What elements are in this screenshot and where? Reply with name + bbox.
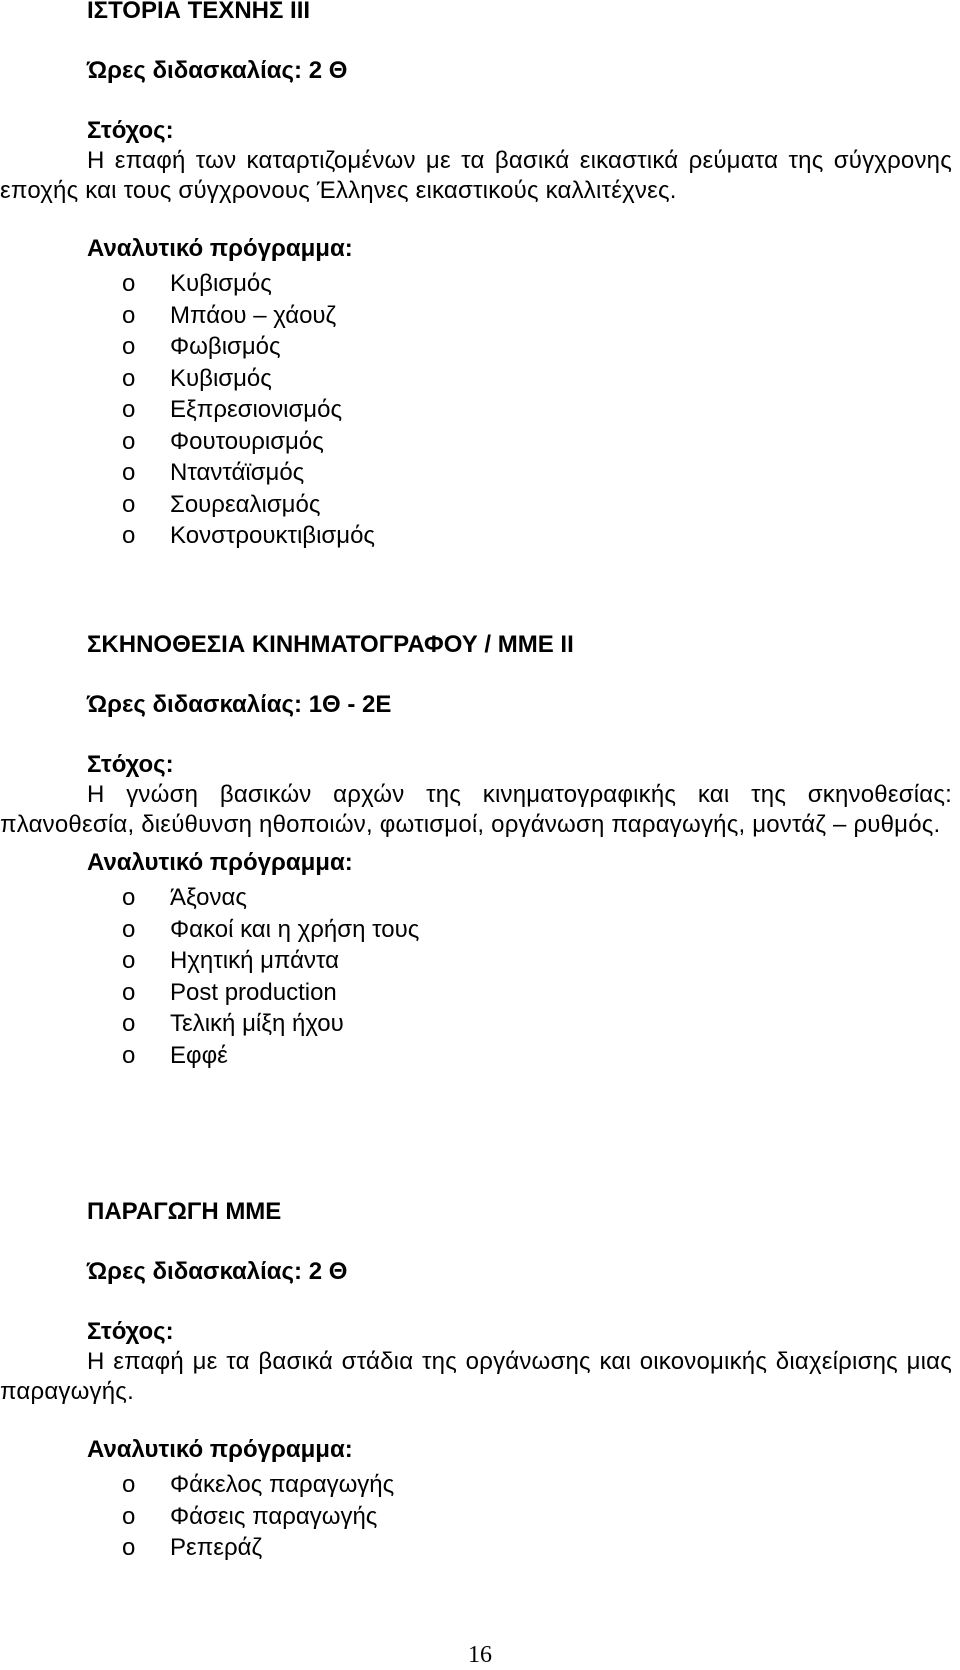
bullet: o xyxy=(122,1010,136,1037)
syllabus-list xyxy=(0,268,960,552)
section-media-production xyxy=(0,1197,960,1564)
syllabus-list xyxy=(0,882,960,1071)
bullet: o xyxy=(122,490,136,518)
list-item xyxy=(0,1501,960,1533)
bullet: o xyxy=(122,522,136,549)
section-title: ΣΚΗΝΟΘΕΣΙΑ ΚΙΝΗΜΑΤΟΓΡΑΦΟΥ / ΜΜΕ ΙΙ xyxy=(87,631,574,658)
bullet: o xyxy=(122,947,136,974)
goal-text: Η γνώση βασικών αρχών της κινηματογραφικής και της σκηνοθεσίας: πλανοθεσία, διεύθυνση ηθοποιών, φωτισμοί, οργάνωση παραγωγής, μοντάζ – ρυθμός. xyxy=(0,781,952,838)
list-item xyxy=(0,1532,960,1564)
section-film-directing xyxy=(0,630,960,1071)
syllabus-label: Αναλυτικό πρόγραμμα: xyxy=(87,1436,353,1463)
list-item xyxy=(0,426,960,458)
list-item xyxy=(0,945,960,977)
list-item-text: Εξπρεσιονισμός xyxy=(170,396,343,423)
syllabus-label: Αναλυτικό πρόγραμμα: xyxy=(87,235,353,262)
list-item xyxy=(0,457,960,489)
bullet: o xyxy=(122,915,136,943)
teaching-hours: Ώρες διδασκαλίας: 1Θ - 2Ε xyxy=(87,691,392,718)
goal-label: Στόχος: xyxy=(87,1318,174,1345)
bullet: o xyxy=(122,427,136,455)
list-item-text: Κυβισμός xyxy=(170,270,272,297)
list-item-text: Post production xyxy=(170,978,337,1006)
syllabus-list xyxy=(0,1469,960,1564)
list-item-text: Φάσεις παραγωγής xyxy=(170,1502,378,1530)
list-item-text: Φουτουρισμός xyxy=(170,427,324,455)
list-item xyxy=(0,300,960,332)
bullet: o xyxy=(122,978,136,1006)
section-art-history xyxy=(0,0,960,552)
bullet: o xyxy=(122,364,136,392)
teaching-hours: Ώρες διδασκαλίας: 2 Θ xyxy=(87,57,348,84)
syllabus-label: Αναλυτικό πρόγραμμα: xyxy=(87,849,353,876)
bullet: o xyxy=(122,1471,136,1498)
list-item-text: Κυβισμός xyxy=(170,364,272,392)
bullet: o xyxy=(122,1041,136,1069)
list-item xyxy=(0,882,960,914)
list-item-text: Τελική μίξη ήχου xyxy=(170,1010,344,1037)
list-item xyxy=(0,977,960,1009)
list-item xyxy=(0,489,960,521)
list-item-text: Φωβισμός xyxy=(170,333,281,360)
bullet: o xyxy=(122,1502,136,1530)
list-item xyxy=(0,520,960,552)
section-title: ΙΣΤΟΡΙΑ ΤΕΧΝΗΣ ΙΙΙ xyxy=(87,0,311,24)
list-item xyxy=(0,363,960,395)
list-item-text: Μπάου – χάουζ xyxy=(170,301,337,329)
list-item xyxy=(0,1008,960,1040)
bullet: o xyxy=(122,884,136,911)
goal-text: Η επαφή με τα βασικά στάδια της οργάνωσης και οικονομικής διαχείρισης μιας παραγωγής. xyxy=(0,1348,952,1405)
teaching-hours: Ώρες διδασκαλίας: 2 Θ xyxy=(87,1258,348,1285)
list-item-text: Κονστρουκτιβισμός xyxy=(170,522,375,549)
list-item xyxy=(0,394,960,426)
bullet: o xyxy=(122,459,136,486)
list-item xyxy=(0,331,960,363)
bullet: o xyxy=(122,1534,136,1561)
list-item-text: Ηχητική μπάντα xyxy=(170,947,340,974)
list-item-text: Φάκελος παραγωγής xyxy=(170,1471,395,1498)
list-item-text: Ρεπεράζ xyxy=(170,1534,263,1561)
bullet: o xyxy=(122,301,136,329)
section-title: ΠΑΡΑΓΩΓΗ ΜΜΕ xyxy=(87,1198,282,1225)
list-item xyxy=(0,268,960,300)
page-number: 16 xyxy=(468,1642,492,1668)
list-item xyxy=(0,1469,960,1501)
list-item-text: Εφφέ xyxy=(170,1041,228,1069)
goal-label: Στόχος: xyxy=(87,117,174,144)
list-item xyxy=(0,914,960,946)
list-item-text: Άξονας xyxy=(170,884,247,911)
goal-text: Η επαφή των καταρτιζομένων με τα βασικά εικαστικά ρεύματα της σύγχρονης εποχής και τους σύγχρονους Έλληνες εικαστικούς καλλιτέχνες. xyxy=(0,147,952,204)
bullet: o xyxy=(122,396,136,423)
list-item-text: Σουρεαλισμός xyxy=(170,490,321,518)
goal-label: Στόχος: xyxy=(87,751,174,778)
bullet: o xyxy=(122,333,136,360)
list-item xyxy=(0,1040,960,1072)
list-item-text: Φακοί και η χρήση τους xyxy=(170,915,420,943)
list-item-text: Νταντάϊσμός xyxy=(170,459,305,486)
bullet: o xyxy=(122,270,136,297)
